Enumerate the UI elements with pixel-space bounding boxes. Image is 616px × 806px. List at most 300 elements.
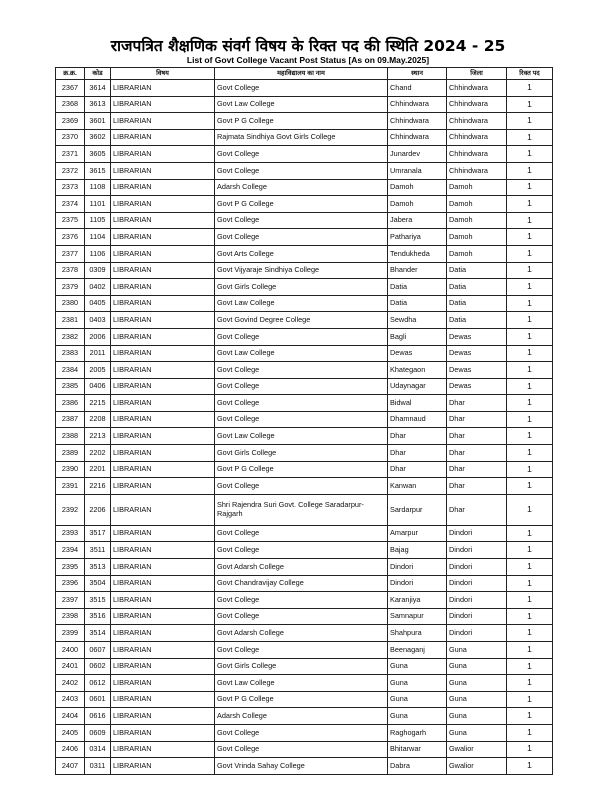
cell-district: Dhar (447, 461, 507, 478)
cell-vacant-posts: 1 (507, 179, 553, 196)
cell-vacant-posts: 1 (507, 575, 553, 592)
cell-serial: 2404 (56, 708, 85, 725)
cell-code: 1106 (85, 245, 111, 262)
cell-serial: 2400 (56, 642, 85, 659)
cell-district: Damoh (447, 212, 507, 229)
cell-subject: LIBRARIAN (111, 658, 215, 675)
cell-place: Datia (388, 279, 447, 296)
cell-district: Dhar (447, 478, 507, 495)
table-row (56, 411, 553, 428)
cell-college-name: Govt College (215, 212, 388, 229)
cell-place: Samnapur (388, 608, 447, 625)
table-row (56, 478, 553, 495)
cell-district: Guna (447, 675, 507, 692)
cell-college-name: Govt College (215, 542, 388, 559)
table-row (56, 80, 553, 97)
cell-vacant-posts: 1 (507, 758, 553, 775)
cell-subject: LIBRARIAN (111, 575, 215, 592)
cell-subject: LIBRARIAN (111, 179, 215, 196)
table-row (56, 559, 553, 576)
cell-code: 3514 (85, 625, 111, 642)
table-row (56, 691, 553, 708)
cell-vacant-posts: 1 (507, 724, 553, 741)
cell-serial: 2381 (56, 312, 85, 329)
cell-subject: LIBRARIAN (111, 411, 215, 428)
cell-subject: LIBRARIAN (111, 675, 215, 692)
cell-place: Dindori (388, 575, 447, 592)
table-row (56, 229, 553, 246)
cell-district: Dindori (447, 575, 507, 592)
table-row (56, 542, 553, 559)
table-row (56, 96, 553, 113)
cell-place: Guna (388, 691, 447, 708)
table-row (56, 395, 553, 412)
cell-place: Jabera (388, 212, 447, 229)
cell-district: Datia (447, 295, 507, 312)
cell-subject: LIBRARIAN (111, 708, 215, 725)
cell-place: Dhar (388, 445, 447, 462)
cell-district: Dewas (447, 378, 507, 395)
cell-college-name: Govt College (215, 395, 388, 412)
cell-serial: 2380 (56, 295, 85, 312)
cell-serial: 2372 (56, 162, 85, 179)
cell-place: Bhitarwar (388, 741, 447, 758)
cell-vacant-posts: 1 (507, 279, 553, 296)
cell-code: 2216 (85, 478, 111, 495)
cell-vacant-posts: 1 (507, 229, 553, 246)
table-row (56, 113, 553, 130)
cell-code: 2202 (85, 445, 111, 462)
cell-subject: LIBRARIAN (111, 229, 215, 246)
table-row (56, 428, 553, 445)
cell-district: Guna (447, 658, 507, 675)
table-row (56, 295, 553, 312)
cell-college-name: Govt P G College (215, 461, 388, 478)
cell-code: 0314 (85, 741, 111, 758)
cell-code: 0612 (85, 675, 111, 692)
cell-vacant-posts: 1 (507, 525, 553, 542)
cell-place: Amarpur (388, 525, 447, 542)
cell-district: Dindori (447, 559, 507, 576)
cell-district: Chhindwara (447, 146, 507, 163)
cell-subject: LIBRARIAN (111, 445, 215, 462)
header-vacant-posts: रिक्त पद (507, 68, 553, 80)
cell-serial: 2375 (56, 212, 85, 229)
cell-code: 2006 (85, 328, 111, 345)
cell-subject: LIBRARIAN (111, 592, 215, 609)
cell-subject: LIBRARIAN (111, 625, 215, 642)
cell-district: Chhindwara (447, 96, 507, 113)
cell-subject: LIBRARIAN (111, 378, 215, 395)
cell-code: 3517 (85, 525, 111, 542)
table-row (56, 312, 553, 329)
cell-code: 0406 (85, 378, 111, 395)
cell-college-name: Govt College (215, 592, 388, 609)
cell-subject: LIBRARIAN (111, 328, 215, 345)
document-subtitle: List of Govt College Vacant Post Status [As on 09.May.2025] (186, 55, 430, 65)
cell-college-name: Govt Girls College (215, 279, 388, 296)
cell-vacant-posts: 1 (507, 559, 553, 576)
cell-district: Guna (447, 724, 507, 741)
cell-code: 1104 (85, 229, 111, 246)
cell-code: 3515 (85, 592, 111, 609)
cell-place: Sewdha (388, 312, 447, 329)
cell-code: 1101 (85, 196, 111, 213)
cell-place: Guna (388, 708, 447, 725)
table-row (56, 625, 553, 642)
cell-serial: 2369 (56, 113, 85, 130)
header-code: कोड (85, 68, 111, 80)
cell-district: Dewas (447, 362, 507, 379)
cell-vacant-posts: 1 (507, 262, 553, 279)
cell-serial: 2368 (56, 96, 85, 113)
cell-vacant-posts: 1 (507, 96, 553, 113)
cell-place: Bhander (388, 262, 447, 279)
cell-vacant-posts: 1 (507, 312, 553, 329)
cell-vacant-posts: 1 (507, 542, 553, 559)
cell-district: Dhar (447, 428, 507, 445)
cell-subject: LIBRARIAN (111, 295, 215, 312)
cell-district: Gwalior (447, 758, 507, 775)
cell-district: Dewas (447, 328, 507, 345)
cell-district: Guna (447, 642, 507, 659)
cell-district: Dindori (447, 625, 507, 642)
cell-college-name: Govt Girls College (215, 658, 388, 675)
cell-district: Dhar (447, 445, 507, 462)
cell-code: 3605 (85, 146, 111, 163)
cell-serial: 2391 (56, 478, 85, 495)
cell-subject: LIBRARIAN (111, 113, 215, 130)
cell-place: Damoh (388, 196, 447, 213)
cell-college-name: Govt Law College (215, 96, 388, 113)
cell-place: Guna (388, 658, 447, 675)
cell-college-name: Govt College (215, 229, 388, 246)
cell-vacant-posts: 1 (507, 691, 553, 708)
cell-subject: LIBRARIAN (111, 262, 215, 279)
cell-subject: LIBRARIAN (111, 642, 215, 659)
cell-place: Udaynagar (388, 378, 447, 395)
cell-subject: LIBRARIAN (111, 461, 215, 478)
cell-place: Umranala (388, 162, 447, 179)
cell-code: 2005 (85, 362, 111, 379)
table-row (56, 345, 553, 362)
cell-code: 3615 (85, 162, 111, 179)
cell-serial: 2377 (56, 245, 85, 262)
cell-vacant-posts: 1 (507, 113, 553, 130)
cell-serial: 2389 (56, 445, 85, 462)
table-row (56, 362, 553, 379)
table-row (56, 245, 553, 262)
cell-college-name: Govt College (215, 80, 388, 97)
cell-vacant-posts: 1 (507, 196, 553, 213)
cell-serial: 2392 (56, 494, 85, 525)
cell-code: 3601 (85, 113, 111, 130)
document-title: राजपत्रित शैक्षणिक संवर्ग विषय के रिक्त पद की स्थिति 2024 - 25 (110, 37, 506, 55)
cell-subject: LIBRARIAN (111, 478, 215, 495)
table-row (56, 279, 553, 296)
cell-serial: 2382 (56, 328, 85, 345)
cell-place: Kanwan (388, 478, 447, 495)
cell-place: Bajag (388, 542, 447, 559)
cell-vacant-posts: 1 (507, 708, 553, 725)
cell-place: Karanjiya (388, 592, 447, 609)
cell-district: Dhar (447, 395, 507, 412)
cell-place: Beenaganj (388, 642, 447, 659)
cell-district: Chhindwara (447, 129, 507, 146)
cell-subject: LIBRARIAN (111, 312, 215, 329)
cell-place: Dindori (388, 559, 447, 576)
cell-college-name: Govt College (215, 741, 388, 758)
cell-subject: LIBRARIAN (111, 146, 215, 163)
cell-district: Damoh (447, 196, 507, 213)
cell-subject: LIBRARIAN (111, 691, 215, 708)
cell-place: Chhindwara (388, 129, 447, 146)
cell-vacant-posts: 1 (507, 461, 553, 478)
header-place: स्थान (388, 68, 447, 80)
cell-college-name: Govt Law College (215, 428, 388, 445)
cell-code: 3516 (85, 608, 111, 625)
cell-subject: LIBRARIAN (111, 758, 215, 775)
cell-vacant-posts: 1 (507, 658, 553, 675)
cell-vacant-posts: 1 (507, 345, 553, 362)
cell-place: Dhamnaud (388, 411, 447, 428)
cell-serial: 2367 (56, 80, 85, 97)
cell-district: Dindori (447, 608, 507, 625)
cell-college-name: Govt College (215, 146, 388, 163)
cell-serial: 2403 (56, 691, 85, 708)
cell-code: 0405 (85, 295, 111, 312)
cell-vacant-posts: 1 (507, 675, 553, 692)
cell-serial: 2406 (56, 741, 85, 758)
header-district: जिला (447, 68, 507, 80)
cell-college-name: Govt College (215, 378, 388, 395)
table-body (56, 80, 553, 775)
cell-vacant-posts: 1 (507, 295, 553, 312)
cell-college-name: Adarsh College (215, 708, 388, 725)
cell-serial: 2386 (56, 395, 85, 412)
table-row (56, 525, 553, 542)
cell-code: 3602 (85, 129, 111, 146)
cell-vacant-posts: 1 (507, 592, 553, 609)
cell-serial: 2393 (56, 525, 85, 542)
table-row (56, 642, 553, 659)
cell-place: Chhindwara (388, 96, 447, 113)
cell-district: Datia (447, 279, 507, 296)
cell-college-name: Govt Law College (215, 675, 388, 692)
cell-subject: LIBRARIAN (111, 724, 215, 741)
cell-vacant-posts: 1 (507, 80, 553, 97)
table-row (56, 328, 553, 345)
cell-place: Dabra (388, 758, 447, 775)
cell-college-name: Govt Chandravijay College (215, 575, 388, 592)
table-row (56, 129, 553, 146)
cell-subject: LIBRARIAN (111, 245, 215, 262)
cell-serial: 2374 (56, 196, 85, 213)
cell-code: 0402 (85, 279, 111, 296)
cell-college-name: Govt Vrinda Sahay College (215, 758, 388, 775)
cell-college-name: Govt P G College (215, 113, 388, 130)
header-subject: विषय (111, 68, 215, 80)
cell-vacant-posts: 1 (507, 642, 553, 659)
cell-code: 0609 (85, 724, 111, 741)
cell-code: 2011 (85, 345, 111, 362)
cell-district: Guna (447, 708, 507, 725)
cell-code: 3504 (85, 575, 111, 592)
cell-vacant-posts: 1 (507, 328, 553, 345)
cell-district: Damoh (447, 179, 507, 196)
table-row (56, 592, 553, 609)
table-row (56, 494, 553, 525)
table-row (56, 262, 553, 279)
cell-district: Gwalior (447, 741, 507, 758)
cell-serial: 2388 (56, 428, 85, 445)
cell-college-name: Govt College (215, 411, 388, 428)
cell-vacant-posts: 1 (507, 445, 553, 462)
cell-college-name: Shri Rajendra Suri Govt. College Saradarpur-Rajgarh (215, 494, 388, 525)
cell-district: Dindori (447, 525, 507, 542)
cell-subject: LIBRARIAN (111, 428, 215, 445)
table-row (56, 445, 553, 462)
cell-district: Chhindwara (447, 80, 507, 97)
cell-college-name: Govt College (215, 478, 388, 495)
cell-serial: 2407 (56, 758, 85, 775)
cell-subject: LIBRARIAN (111, 196, 215, 213)
cell-serial: 2401 (56, 658, 85, 675)
cell-serial: 2384 (56, 362, 85, 379)
cell-vacant-posts: 1 (507, 494, 553, 525)
cell-district: Dindori (447, 542, 507, 559)
cell-college-name: Rajmata Sindhiya Govt Girls College (215, 129, 388, 146)
cell-subject: LIBRARIAN (111, 608, 215, 625)
cell-code: 3511 (85, 542, 111, 559)
cell-district: Datia (447, 312, 507, 329)
cell-code: 0403 (85, 312, 111, 329)
cell-vacant-posts: 1 (507, 411, 553, 428)
cell-college-name: Govt Arts College (215, 245, 388, 262)
cell-vacant-posts: 1 (507, 245, 553, 262)
cell-district: Datia (447, 262, 507, 279)
cell-college-name: Govt P G College (215, 196, 388, 213)
cell-serial: 2379 (56, 279, 85, 296)
cell-place: Dhar (388, 428, 447, 445)
cell-college-name: Govt Law College (215, 345, 388, 362)
table-row (56, 658, 553, 675)
cell-subject: LIBRARIAN (111, 741, 215, 758)
cell-serial: 2378 (56, 262, 85, 279)
cell-college-name: Govt College (215, 608, 388, 625)
cell-vacant-posts: 1 (507, 162, 553, 179)
cell-district: Chhindwara (447, 162, 507, 179)
cell-code: 3613 (85, 96, 111, 113)
cell-code: 0602 (85, 658, 111, 675)
cell-college-name: Govt Law College (215, 295, 388, 312)
cell-college-name: Govt Govind Degree College (215, 312, 388, 329)
vacancy-table (55, 67, 553, 775)
cell-serial: 2387 (56, 411, 85, 428)
cell-serial: 2373 (56, 179, 85, 196)
cell-college-name: Govt College (215, 724, 388, 741)
cell-place: Dhar (388, 461, 447, 478)
cell-place: Damoh (388, 179, 447, 196)
cell-code: 2213 (85, 428, 111, 445)
cell-subject: LIBRARIAN (111, 542, 215, 559)
cell-place: Guna (388, 675, 447, 692)
cell-college-name: Adarsh College (215, 179, 388, 196)
cell-subject: LIBRARIAN (111, 162, 215, 179)
cell-serial: 2390 (56, 461, 85, 478)
cell-subject: LIBRARIAN (111, 395, 215, 412)
cell-serial: 2385 (56, 378, 85, 395)
cell-subject: LIBRARIAN (111, 525, 215, 542)
cell-serial: 2394 (56, 542, 85, 559)
cell-district: Dhar (447, 411, 507, 428)
cell-district: Dewas (447, 345, 507, 362)
table-row (56, 196, 553, 213)
cell-serial: 2395 (56, 559, 85, 576)
cell-serial: 2370 (56, 129, 85, 146)
cell-place: Pathariya (388, 229, 447, 246)
cell-vacant-posts: 1 (507, 362, 553, 379)
cell-code: 0311 (85, 758, 111, 775)
cell-district: Dhar (447, 494, 507, 525)
cell-place: Shahpura (388, 625, 447, 642)
cell-vacant-posts: 1 (507, 378, 553, 395)
cell-serial: 2396 (56, 575, 85, 592)
table-row (56, 162, 553, 179)
cell-vacant-posts: 1 (507, 608, 553, 625)
table-row (56, 608, 553, 625)
cell-place: Bagli (388, 328, 447, 345)
cell-serial: 2383 (56, 345, 85, 362)
cell-place: Chhindwara (388, 113, 447, 130)
cell-place: Khategaon (388, 362, 447, 379)
table-row (56, 741, 553, 758)
cell-place: Sardarpur (388, 494, 447, 525)
table-row (56, 724, 553, 741)
cell-college-name: Govt Adarsh College (215, 625, 388, 642)
cell-code: 0601 (85, 691, 111, 708)
cell-college-name: Govt Girls College (215, 445, 388, 462)
header-serial: क्र.क्र. (56, 68, 85, 80)
cell-serial: 2397 (56, 592, 85, 609)
cell-college-name: Govt College (215, 162, 388, 179)
table-row (56, 575, 553, 592)
cell-code: 2208 (85, 411, 111, 428)
cell-district: Dindori (447, 592, 507, 609)
cell-subject: LIBRARIAN (111, 129, 215, 146)
cell-district: Damoh (447, 229, 507, 246)
cell-place: Tendukheda (388, 245, 447, 262)
cell-vacant-posts: 1 (507, 428, 553, 445)
table-row (56, 179, 553, 196)
cell-subject: LIBRARIAN (111, 80, 215, 97)
cell-code: 0607 (85, 642, 111, 659)
cell-code: 0309 (85, 262, 111, 279)
cell-code: 1108 (85, 179, 111, 196)
cell-vacant-posts: 1 (507, 741, 553, 758)
table-row (56, 212, 553, 229)
cell-subject: LIBRARIAN (111, 494, 215, 525)
cell-vacant-posts: 1 (507, 478, 553, 495)
cell-district: Chhindwara (447, 113, 507, 130)
cell-vacant-posts: 1 (507, 212, 553, 229)
cell-place: Chand (388, 80, 447, 97)
cell-serial: 2376 (56, 229, 85, 246)
cell-code: 2215 (85, 395, 111, 412)
cell-vacant-posts: 1 (507, 129, 553, 146)
cell-college-name: Govt College (215, 525, 388, 542)
cell-vacant-posts: 1 (507, 625, 553, 642)
